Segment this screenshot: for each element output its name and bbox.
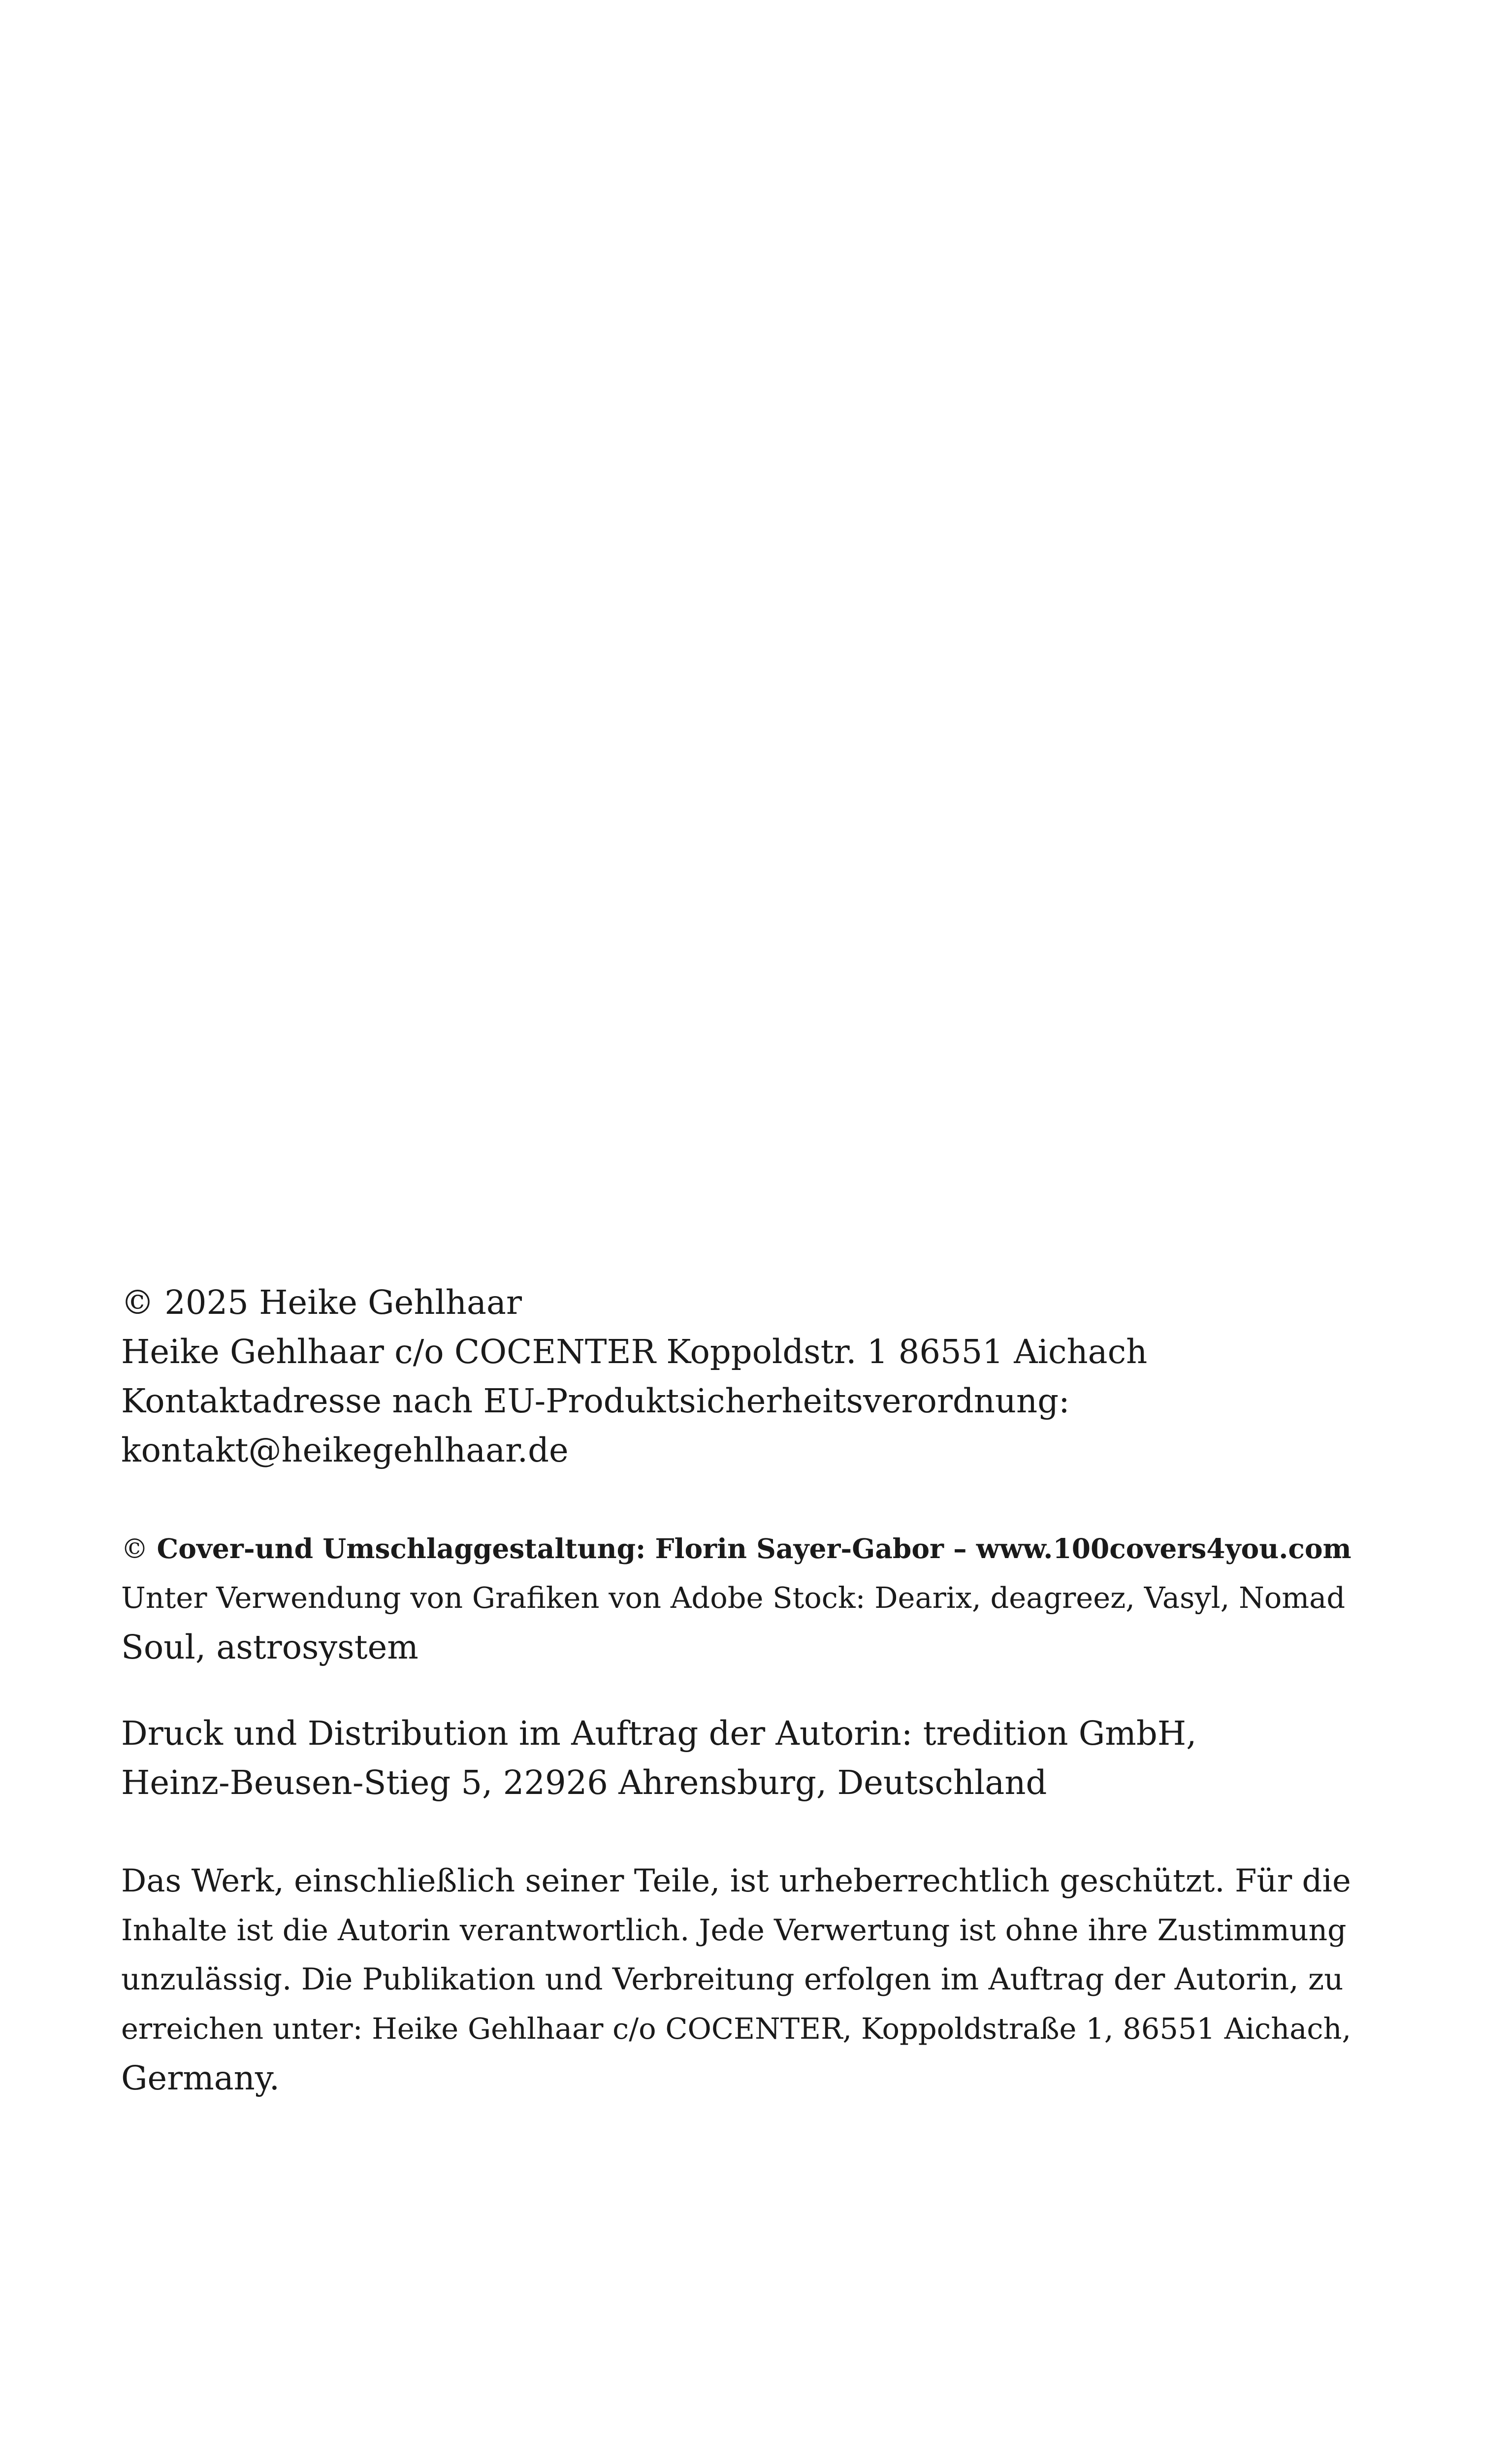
graphics-credit-line-2: Soul, astrosystem bbox=[121, 1628, 418, 1666]
legal-line-2: Inhalte ist die Autorin verantwortlich. Jede Verwertung ist ohne ihre Zustimmung bbox=[121, 1913, 1347, 1948]
contact-label: Kontaktadresse nach EU-Produktsicherheitsverordnung: bbox=[121, 1382, 1070, 1420]
graphics-credit-line: Unter Verwendung von Grafiken von Adobe Stock: Dearix, deagreez, Vasyl, Nomad bbox=[121, 1581, 1346, 1615]
legal-line-5: Germany. bbox=[121, 2059, 280, 2097]
imprint-text bbox=[121, 1278, 1362, 2103]
legal-line-1: Das Werk, einschließlich seiner Teile, ist urheberrechtlich geschützt. Für die bbox=[121, 1863, 1351, 1899]
legal-notice-block bbox=[121, 1857, 1362, 2103]
copyright-line: © 2025 Heike Gehlhaar bbox=[121, 1283, 522, 1322]
copyright-symbol: © bbox=[121, 1533, 148, 1564]
cover-credit-line bbox=[121, 1524, 1362, 1573]
copyright-block bbox=[121, 1278, 1362, 1475]
legal-line-4: erreichen unter: Heike Gehlhaar c/o COCENTER, Koppoldstraße 1, 86551 Aichach, bbox=[121, 2012, 1351, 2046]
contact-email[interactable]: kontakt@heikegehlhaar.de bbox=[121, 1431, 569, 1469]
legal-line-3: unzulässig. Die Publikation und Verbreitung erfolgen im Auftrag der Autorin, zu bbox=[121, 1962, 1344, 1997]
cover-design-credit: Cover-und Umschlaggestaltung: Florin Sayer-Gabor – www.100covers4you.com bbox=[157, 1532, 1351, 1564]
print-distribution-line: Druck und Distribution im Auftrag der Autorin: tredition GmbH, bbox=[121, 1714, 1197, 1753]
publisher-address: Heinz-Beusen-Stieg 5, 22926 Ahrensburg, Deutschland bbox=[121, 1763, 1047, 1802]
author-address: Heike Gehlhaar c/o COCENTER Koppoldstr. 1 86551 Aichach bbox=[121, 1333, 1148, 1371]
print-distribution-block bbox=[121, 1709, 1362, 1807]
cover-credit-block bbox=[121, 1524, 1362, 1672]
